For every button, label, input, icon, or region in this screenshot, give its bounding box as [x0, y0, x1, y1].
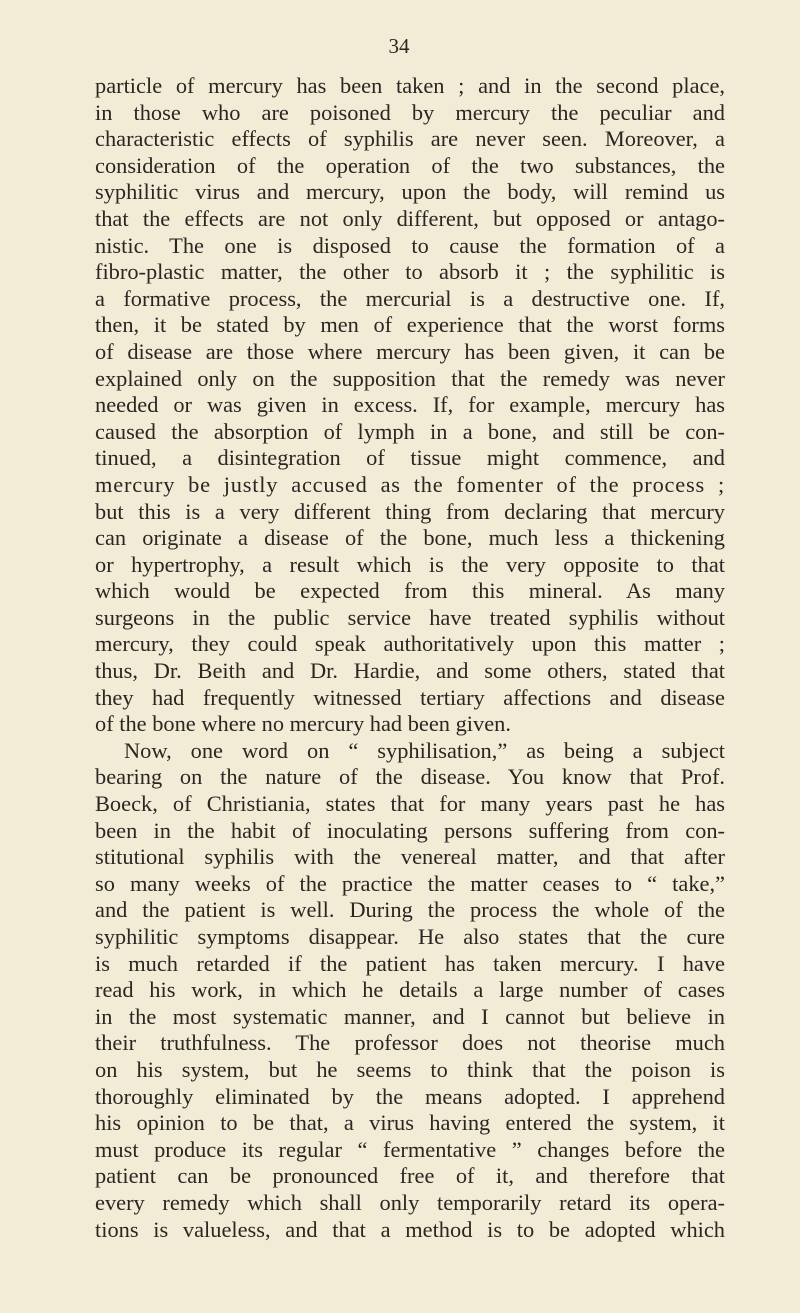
text-line: that the effects are not only different, but opposed or antago- — [95, 205, 725, 231]
text-line: syphilitic symptoms disappear. He also states that the cure — [95, 924, 725, 949]
text-line: their truthfulness. The professor does not theorise much — [95, 1030, 725, 1056]
text-line: and the patient is well. During the process the whole of the — [95, 897, 725, 923]
paragraph-start-line: Now, one word on “ syphilisation,” as being a subject — [124, 737, 725, 763]
paragraph-end-line: of the bone where no mercury had been given. — [95, 711, 511, 737]
page-number: 34 — [388, 34, 410, 58]
text-line: tinued, a disintegration of tissue might commence, and — [95, 445, 725, 471]
text-line: read his work, in which he details a large number of cases — [95, 977, 725, 1003]
text-line: consideration of the operation of the two substances, the — [95, 152, 725, 178]
text-line: so many weeks of the practice the matter ceases to “ take,” — [95, 870, 725, 896]
text-line: every remedy which shall only temporarily retard its opera- — [95, 1189, 725, 1215]
body-text — [95, 73, 725, 1243]
text-line: patient can be pronounced free of it, and therefore that — [95, 1163, 725, 1189]
text-line: thus, Dr. Beith and Dr. Hardie, and some others, stated that — [95, 658, 725, 684]
text-line: fibro-plastic matter, the other to absorb it ; the syphilitic is — [95, 259, 725, 285]
text-line: Boeck, of Christiania, states that for many years past he has — [95, 791, 725, 817]
text-line: they had frequently witnessed tertiary affections and disease — [95, 684, 725, 710]
text-line: but this is a very different thing from declaring that mercury — [95, 498, 725, 524]
text-line: can originate a disease of the bone, much less a thickening — [95, 525, 725, 551]
text-line: explained only on the supposition that the remedy was never — [95, 365, 725, 391]
text-line: surgeons in the public service have treated syphilis without — [95, 604, 725, 630]
text-line: then, it be stated by men of experience that the worst forms — [95, 312, 725, 338]
text-line: needed or was given in excess. If, for example, mercury has — [95, 392, 725, 418]
text-line: in the most systematic manner, and I cannot but believe in — [95, 1003, 725, 1029]
text-line: tions is valueless, and that a method is to be adopted which — [95, 1216, 725, 1242]
text-line: must produce its regular “ fermentative ” changes before the — [95, 1136, 725, 1162]
text-line: which would be expected from this mineral. As many — [95, 578, 725, 604]
text-line: his opinion to be that, a virus having entered the system, it — [95, 1110, 725, 1136]
text-line: in those who are poisoned by mercury the peculiar and — [95, 99, 725, 125]
text-line: bearing on the nature of the disease. You know that Prof. — [95, 764, 725, 790]
text-line: been in the habit of inoculating persons suffering from con- — [95, 817, 725, 843]
text-line: thoroughly eliminated by the means adopted. I apprehend — [95, 1083, 725, 1109]
text-line: of disease are those where mercury has been given, it can be — [95, 338, 725, 364]
text-line: a formative process, the mercurial is a destructive one. If, — [95, 285, 725, 311]
text-line: on his system, but he seems to think that the poison is — [95, 1056, 725, 1082]
text-line: stitutional syphilis with the venereal matter, and that after — [95, 844, 725, 870]
text-line: caused the absorption of lymph in a bone, and still be con- — [95, 418, 725, 444]
text-line: particle of mercury has been taken ; and in the second place, — [95, 73, 725, 98]
text-line: mercury be justly accused as the fomenter of the process ; — [95, 471, 725, 497]
text-line: mercury, they could speak authoritatively upon this matter ; — [95, 631, 725, 657]
text-line: characteristic effects of syphilis are never seen. Moreover, a — [95, 126, 725, 152]
text-line: syphilitic virus and mercury, upon the body, will remind us — [95, 179, 725, 205]
text-line: or hypertrophy, a result which is the very opposite to that — [95, 551, 725, 577]
text-line: is much retarded if the patient has taken mercury. I have — [95, 950, 725, 976]
text-line: nistic. The one is disposed to cause the formation of a — [95, 232, 725, 258]
